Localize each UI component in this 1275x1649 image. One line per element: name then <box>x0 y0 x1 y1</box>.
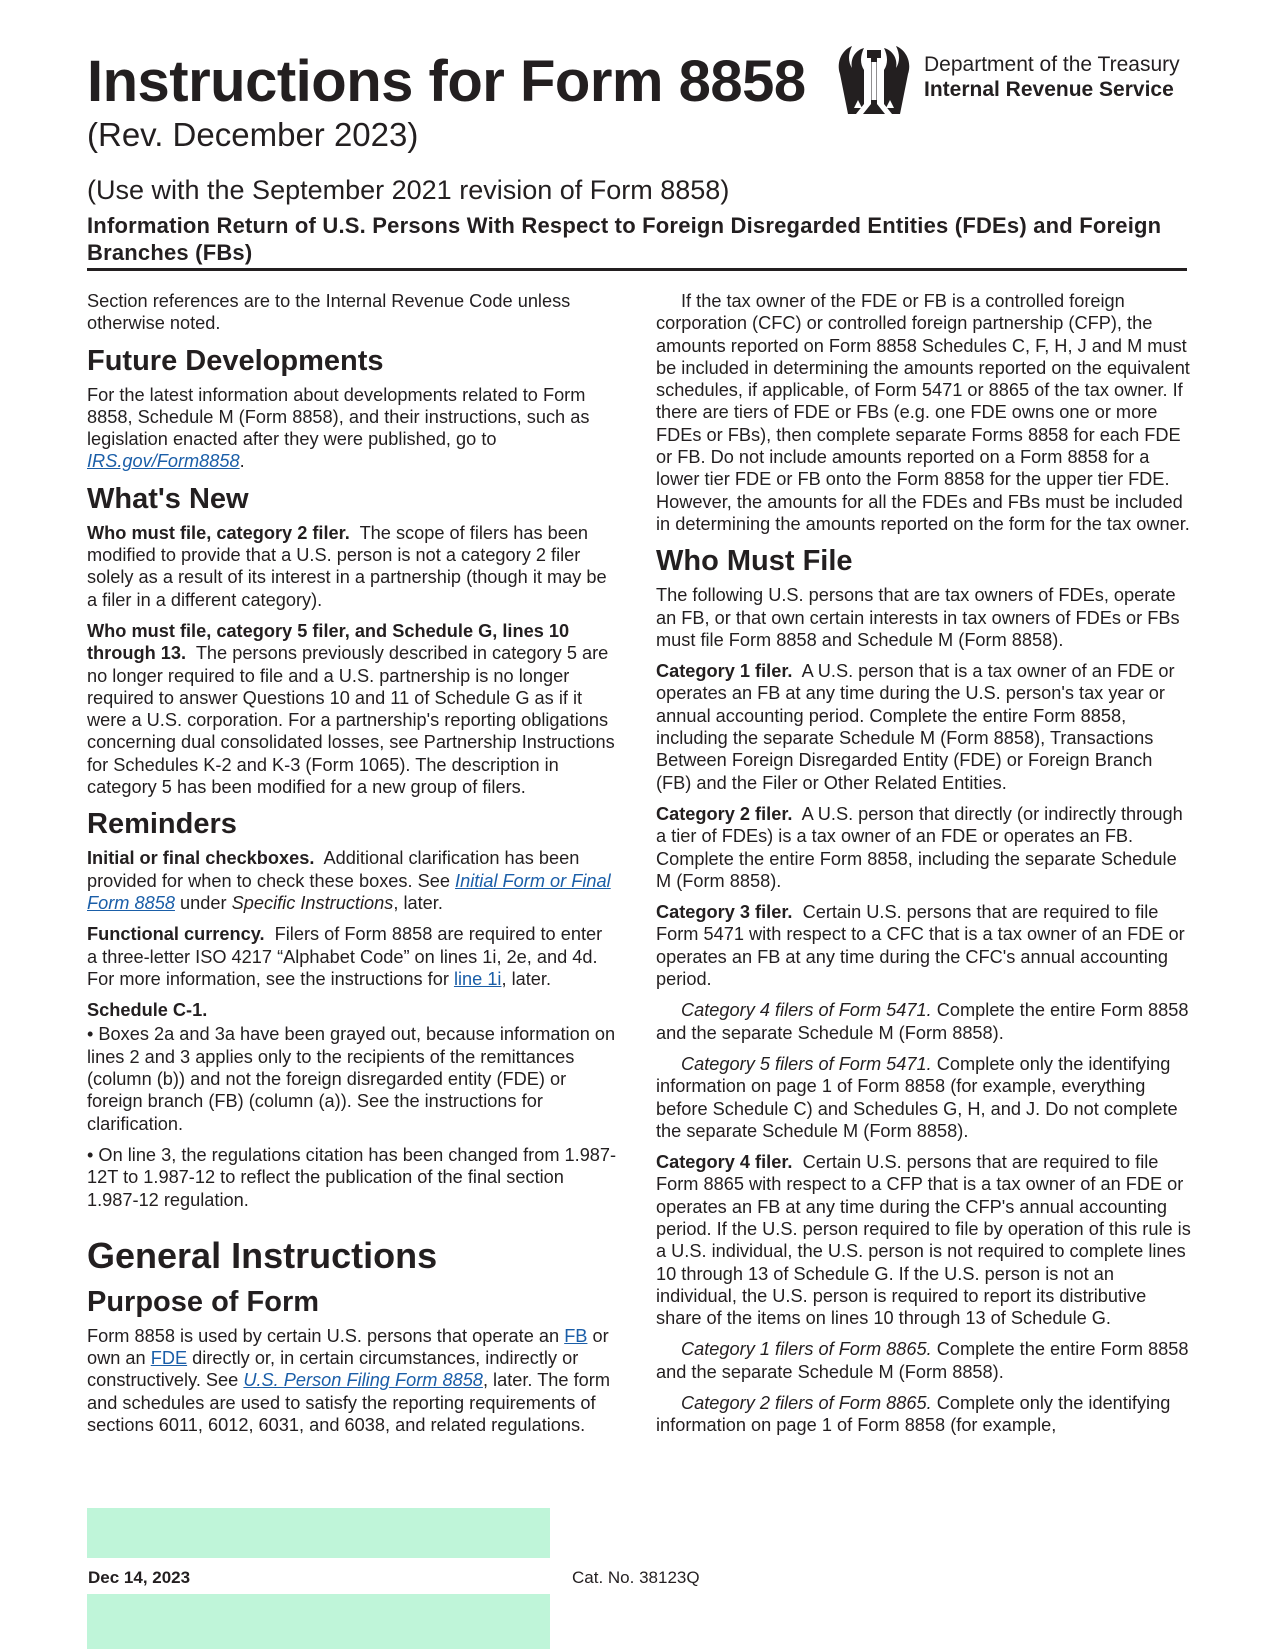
highlight-box-top <box>87 1508 550 1558</box>
footer-cat-no: Cat. No. 38123Q <box>572 1568 700 1587</box>
purpose-of-form-text: Form 8858 is used by certain U.S. persons that operate an FB or own an FDE directly or, in certain circumstances, indirectly or constructively. See U.S. Person Filing Form 8858, later. The form and schedules are used to satisfy the reporting requirements of sections 6011, 6012, 6031, and 6038, and related regulations. <box>87 1325 610 1435</box>
use-with-note: (Use with the September 2021 revision of Form 8858) <box>87 175 730 205</box>
who-must-file-text: The following U.S. persons that are tax owners of FDEs, operate an FB, or that own certain interests in tax owners of FDEs or FBs must file Form 8858 and Schedule M (Form 8858). <box>656 585 1180 650</box>
whats-new-heading: What's New <box>87 482 249 515</box>
list-item: • On line 3, the regulations citation has been changed from 1.987-12T to 1.987-12 to reflect the publication of the final section 1.987-12 regulation. <box>87 1144 617 1210</box>
category-subitem: Category 1 filers of Form 8865. Complete the entire Form 8858 and the separate Schedule M (Form 8858). <box>656 1339 1189 1382</box>
purpose-of-form-heading: Purpose of Form <box>87 1285 320 1318</box>
category-item: Category 3 filer. Certain U.S. persons that are required to file Form 5471 with respect to a CFC that is a tax owner of an FDE or operates an FB at any time during the CFC's annual accounting period. <box>656 902 1185 990</box>
irs-eagle-logo-icon <box>834 44 914 118</box>
category-item: Category 2 filer. A U.S. person that directly (or indirectly through a tier of FDEs) is a tax owner of an FDE or operates an FB. Complete the entire Form 8858, including the separate Schedule M (Form 8858). <box>656 803 1183 891</box>
right-column <box>656 290 1192 1446</box>
us-person-filing-link[interactable]: U.S. Person Filing Form 8858 <box>243 1370 483 1391</box>
schedule-c1-label: Schedule C-1. <box>87 1000 208 1021</box>
highlight-box-bottom <box>87 1594 550 1649</box>
initial-final-form-link[interactable]: Initial Form or Final Form 8858 <box>87 870 611 913</box>
who-must-file-heading: Who Must File <box>656 545 853 578</box>
agency-name <box>924 52 1180 102</box>
tax-owner-paragraph: If the tax owner of the FDE or FB is a controlled foreign corporation (CFC) or controlled foreign partnership (CFP), the amounts reported on Form 8858 Schedules C, F, H, J and M must be included in determining the amounts reported on the equivalent schedules, if applicable, of Form 5471 or 8865 of the tax owner. If there are tiers of FDE or FBs (e.g. one FDE owns one or more FDEs or FBs), then complete separate Forms 8858 for each FDE or FB. Do not include amounts reported on a Form 8858 for a lower tier FDE or FB onto the Form 8858 for the upper tier FDE. However, the amounts for all the FDEs and FBs must be included in determining the amounts reported on the form for the tax owner. <box>656 291 1190 534</box>
reminder-item: Functional currency. Filers of Form 8858 are required to enter a three-letter ISO 4217 “Alphabet Code” on lines 1i, 2e, and 4d. For more information, see the instructions for line 1i, later. <box>87 924 603 989</box>
page-title: Instructions for Form 8858 <box>87 49 806 114</box>
intro-text: Section references are to the Internal Revenue Code unless otherwise noted. <box>87 291 571 334</box>
header-divider <box>87 268 1187 271</box>
revision-date: (Rev. December 2023) <box>87 116 419 153</box>
whats-new-item: Who must file, category 5 filer, and Schedule G, lines 10 through 13. The persons previously described in category 5 are no longer required to file and a U.S. partnership is no longer required to answer Questions 10 and 11 of Schedule G as if it were a U.S. corporation. For a partnership's reporting obligations concerning dual consolidated losses, see Partnership Instructions for Schedules K-2 and K-3 (Form 1065). The description in category 5 has been modified for a new group of filers. <box>87 620 615 798</box>
agency-department: Department of the Treasury <box>924 53 1180 76</box>
fb-link[interactable]: FB <box>564 1325 588 1346</box>
whats-new-item: Who must file, category 2 filer. The scope of filers has been modified to provide that a U.S. person is not a category 2 filer solely as a result of its interest in a partnership (though it may be a filer in a different category). <box>87 522 607 610</box>
fde-link[interactable]: FDE <box>150 1348 188 1369</box>
reminders-heading: Reminders <box>87 808 237 841</box>
footer-date: Dec 14, 2023 <box>88 1568 191 1587</box>
left-column <box>87 290 617 1445</box>
line-1i-link[interactable]: line 1i <box>453 968 502 989</box>
future-developments-heading: Future Developments <box>87 344 384 377</box>
form-subtitle: Information Return of U.S. Persons With Respect to Foreign Disregarded Entities (FDEs) and Foreign Branches (FBs) <box>87 213 1162 265</box>
category-item: Category 4 filer. Certain U.S. persons that are required to file Form 8865 with respect to a CFP that is a tax owner of an FDE or operates an FB at any time during the CFP's annual accounting period. If the U.S. person required to file by operation of this rule is a U.S. individual, the U.S. person is not required to complete lines 10 through 13 of Schedule G. If the U.S. person is not an individual, the U.S. person is required to report its distributive share of the items on lines 10 through 13 of Schedule G. <box>656 1152 1191 1329</box>
category-subitem: Category 4 filers of Form 5471. Complete the entire Form 8858 and the separate Schedule M (Form 8858). <box>656 1000 1189 1043</box>
irs-gov-form8858-link[interactable]: IRS.gov/Form8858 <box>87 451 240 472</box>
category-subitem: Category 2 filers of Form 8865. Complete only the identifying information on page 1 of Form 8858 (for example, <box>656 1393 1171 1436</box>
category-subitem: Category 5 filers of Form 5471. Complete only the identifying information on page 1 of Form 8858 (for example, everything before Schedule C) and Schedules G, H, and J. Do not complete the separate Schedule M (Form 8858). <box>656 1053 1178 1141</box>
agency-irs: Internal Revenue Service <box>924 78 1174 101</box>
general-instructions-heading: General Instructions <box>87 1234 438 1276</box>
list-item: • Boxes 2a and 3a have been grayed out, because information on lines 2 and 3 applies only to the recipients of the remittances (column (b)) and not the foreign disregarded entity (FDE) or foreign branch (FB) (column (a)). See the instructions for clarification. <box>87 1024 616 1134</box>
reminder-item: Initial or final checkboxes. Additional clarification has been provided for when to check these boxes. See Initial Form or Final Form 8858 under Specific Instructions, later. <box>87 848 611 913</box>
future-developments-text: For the latest information about developments related to Form 8858, Schedule M (Form 8858), and their instructions, such as legislation enacted after they were published, go to IRS.gov/Form8858. <box>87 384 590 472</box>
category-item: Category 1 filer. A U.S. person that is a tax owner of an FDE or operates an FB at any time during the U.S. person's tax year or annual accounting period. Complete the entire Form 8858, including the separate Schedule M (Form 8858), Transactions Between Foreign Disregarded Entity (FDE) or Foreign Branch (FB) and the Filer or Other Related Entities. <box>656 661 1175 793</box>
